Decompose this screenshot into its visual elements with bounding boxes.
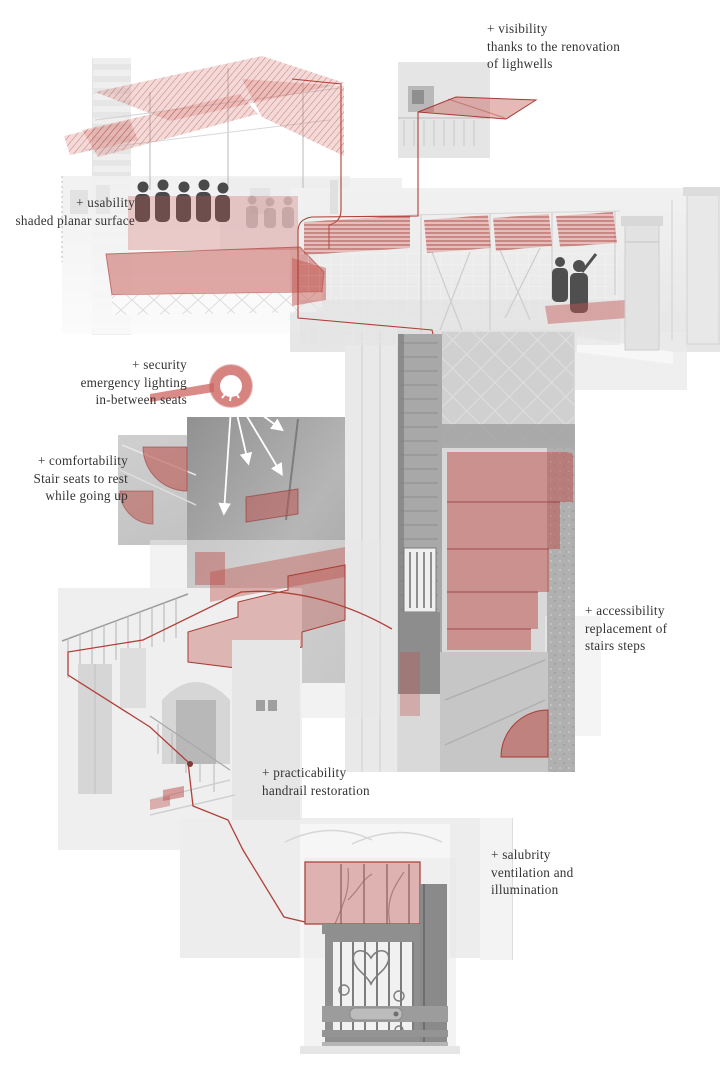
lightwell-photo-detail	[398, 86, 536, 146]
arrow-icon	[224, 408, 231, 512]
annotation-line: + practicability	[262, 765, 347, 780]
annotation-security	[81, 356, 187, 409]
annotation-line: thanks to the renovation	[487, 38, 621, 54]
annotation-line: handrail restoration	[262, 782, 370, 798]
highlight-skylight-plane	[418, 97, 536, 119]
annotation-line: illumination	[491, 882, 559, 898]
annotation-visibility	[487, 20, 620, 73]
annotation-line: while going up	[45, 488, 128, 504]
chimneys	[621, 187, 720, 350]
annotation-line: + comfortability	[37, 453, 128, 468]
annotation-line: + accessibility	[585, 603, 665, 618]
annotation-practicability	[262, 764, 370, 799]
annotation-accessibility	[585, 602, 667, 655]
annotation-line: Stair seats to rest	[33, 470, 128, 486]
annotation-line: stairs steps	[585, 638, 646, 654]
bench-truss	[112, 292, 322, 315]
annotation-line: shaded planar surface	[15, 212, 135, 228]
annotation-line: ventilation and	[491, 864, 574, 880]
entrance-door-detail	[285, 830, 460, 1054]
annotation-usability	[16, 194, 135, 229]
handrail-knob	[187, 761, 193, 767]
annotation-line: + security	[132, 357, 187, 372]
annotation-line: + salubrity	[491, 847, 551, 862]
annotation-line: + visibility	[487, 21, 548, 36]
highlight-stair-seats	[188, 419, 345, 670]
highlight-seating-rows	[128, 196, 298, 250]
annotation-line: emergency lighting	[80, 374, 187, 390]
arrow-icon	[242, 408, 281, 473]
annotation-line: of lighwells	[487, 56, 553, 72]
annotation-line: replacement of	[585, 620, 668, 636]
annotation-comfortability	[34, 452, 128, 505]
stairwell-detail	[398, 332, 575, 772]
annotation-line: in-between seats	[95, 392, 187, 408]
arrow-icon	[236, 410, 248, 462]
highlight-planar-surface	[106, 247, 324, 295]
annotation-salubrity	[491, 846, 574, 899]
keyhole	[394, 1012, 399, 1017]
annotation-line: + usability	[76, 195, 135, 210]
highlight-transom-window	[305, 862, 420, 924]
highlight-awnings	[304, 212, 617, 255]
seat-quadrants	[120, 445, 225, 585]
